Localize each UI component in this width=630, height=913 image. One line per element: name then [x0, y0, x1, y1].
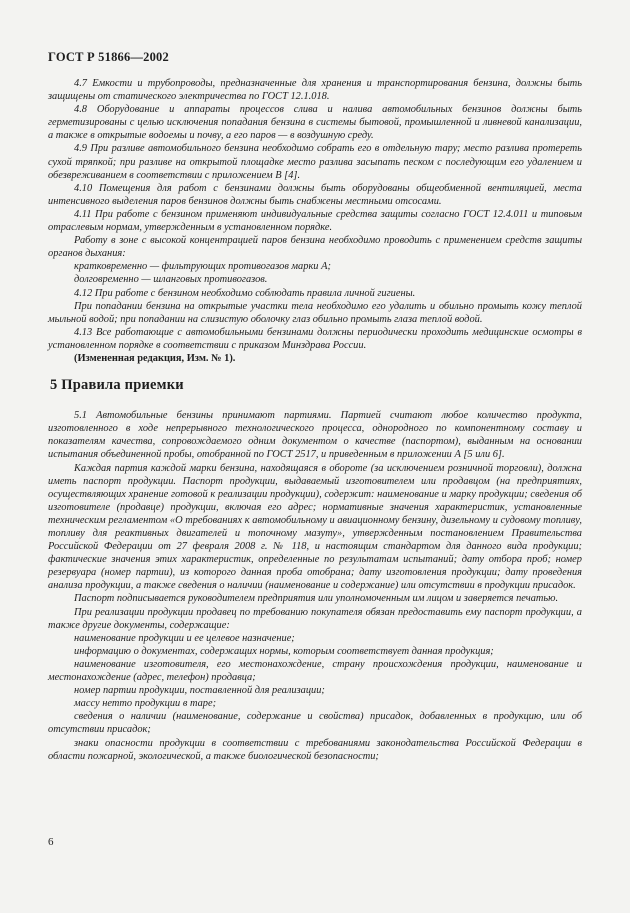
paragraph-respiratory: Работу в зоне с высокой концентрацией паров бензина необходимо проводить с применением средств защиты органов дыхания:: [48, 235, 582, 260]
list-item: наименование продукции и ее целевое назначение;: [74, 632, 295, 644]
page-number: 6: [48, 836, 54, 848]
paragraph-4-10: 4.10 Помещения для работ с бензинами должны быть оборудованы общеобменной вентиляцией, места интенсивного выделения паров бензинов должны быть снабжены местными отсосами.: [48, 182, 582, 207]
amendment-note: (Измененная редакция, Изм. № 1).: [74, 352, 236, 364]
paragraph-4-11: 4.11 При работе с бензином применяют индивидуальные средства защиты согласно ГОСТ 12.4.011 и типовым отраслевым нормам, утвержденным в установленном порядке.: [48, 208, 582, 234]
paragraph-batch-passport: Каждая партия каждой марки бензина, находящаяся в обороте (за исключением розничной торговли), должна иметь паспорт продукции. Паспорт продукции, выдаваемый изготовителем или продавцом (на предприятиях, осуществляющих хранение готовой к реализации продукции), содержит: наименование и марку продукции; сведения об изготовителе (продавце) продукции, включая его адрес; нормативные значения характеристик, установленные техническим регламентом «О требованиях к автомобильному и авиационному бензину, дизельному и судовому топливу, топливу для реактивных двигателей и топочному мазуту», утвержденным постановлением Правительства Российской Федерации от 27 февраля 2008 г. № 118, и настоящим стандартом для данного вида продукции; фактические значения этих характеристик, определенные по результатам испытаний; дату отбора проб; номер резервуара (номер партии), из которого данная проба отобрана; дату изготовления продукции; дату проведения анализа продукции, а также сведения о наличии (наименование и содержание) или отсутствии в продукции присадок.: [48, 462, 582, 592]
paragraph-4-9: 4.9 При разливе автомобильного бензина необходимо собрать его в отдельную тару; место разлива протереть сухой тряпкой; при разливе на открытой площадке место разлива засыпать песком с последующим его удалением и обезвреживанием в соответствии с приложением В [4].: [48, 143, 582, 181]
list-item: сведения о наличии (наименование, содержание и свойства) присадок, добавленных в продукцию, или об отсутствии присадок;: [48, 711, 582, 736]
paragraph-sale: При реализации продукции продавец по требованию покупателя обязан предоставить ему паспорт продукции, а также другие документы, содержащие:: [48, 606, 582, 631]
section-heading: 5 Правила приемки: [50, 377, 184, 394]
paragraph-passport-signed: Паспорт подписывается руководителем предприятия или уполномоченным им лицом и заверяется печатью.: [74, 593, 559, 605]
paragraph-4-13: 4.13 Все работающие с автомобильными бензинами должны периодически проходить медицинские осмотры в установленном порядке в соответствии с приказом Минздрава России.: [48, 326, 582, 351]
paragraph-4-8: 4.8 Оборудование и аппараты процессов слива и налива автомобильных бензинов должны быть герметизированы с целью исключения попадания бензина в системы бытовой, промышленной и ливневой канализации, а также в открытые водоемы и почву, а его паров — в воздушную среду.: [48, 104, 582, 142]
paragraph-4-7: 4.7 Емкости и трубопроводы, предназначенные для хранения и транспортирования бензина, должны быть защищены от статического электричества по ГОСТ 12.1.018.: [48, 78, 582, 103]
list-item: кратковременно — фильтрующих противогазов марки А;: [74, 261, 331, 273]
document-header: ГОСТ Р 51866—2002: [48, 50, 169, 64]
paragraph-4-12: 4.12 При работе с бензином необходимо соблюдать правила личной гигиены.: [74, 287, 416, 299]
paragraph-5-1: 5.1 Автомобильные бензины принимают партиями. Партией считают любое количество продукта, изготовленного в ходе непрерывного технологического процесса, однородного по компонентному составу и показателям качества, сопровождаемого одним документом о качестве (паспортом), выданным на основании испытания объединенной пробы, отобранной по ГОСТ 2517, и приведенным в приложении А [5 или 6].: [48, 410, 582, 461]
list-item: знаки опасности продукции в соответствии с требованиями законодательства Российской Федерации в области пожарной, экологической, а также биологической безопасности;: [48, 737, 582, 762]
list-item: массу нетто продукции в таре;: [74, 698, 217, 710]
list-item: информацию о документах, содержащих нормы, которым соответствует данная продукция;: [74, 645, 494, 657]
paragraph-skin-contact: При попадании бензина на открытые участки тела необходимо его удалить и обильно промыть кожу теплой мыльной водой; при попадании на слизистую оболочку глаз обильно промыть глаза теплой водой.: [48, 300, 582, 325]
list-item: наименование изготовителя, его местонахождение, страну происхождения продукции, наименование и местонахождение (адрес, телефон) продавца;: [48, 658, 582, 684]
document-body: [48, 77, 582, 763]
list-item: долговременно — шланговых противогазов.: [74, 274, 268, 286]
list-item: номер партии продукции, поставленной для реализации;: [74, 685, 325, 697]
